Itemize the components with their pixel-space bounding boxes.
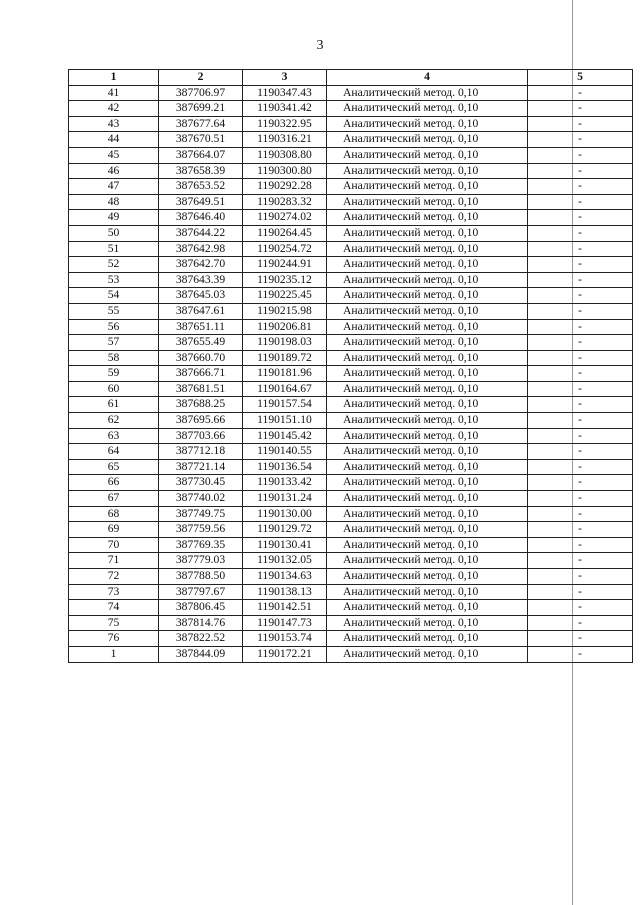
method-cell: Аналитический метод. 0,10 <box>327 272 528 288</box>
column5-cell: - <box>528 147 633 163</box>
method-cell: Аналитический метод. 0,10 <box>327 413 528 429</box>
column5-cell: - <box>528 600 633 616</box>
table-row <box>69 101 633 117</box>
column5-cell: - <box>528 631 633 647</box>
column5-cell: - <box>528 116 633 132</box>
table-row <box>69 522 633 538</box>
column5-cell: - <box>528 444 633 460</box>
table-row <box>69 631 633 647</box>
column5-cell: - <box>528 225 633 241</box>
x-coordinate-cell: 387655.49 <box>159 335 243 351</box>
column5-cell: - <box>528 506 633 522</box>
point-number-cell: 66 <box>69 475 159 491</box>
y-coordinate-cell: 1190341.42 <box>243 101 327 117</box>
table-header-row <box>69 70 633 86</box>
table-row <box>69 537 633 553</box>
table-row <box>69 366 633 382</box>
column5-cell: - <box>528 522 633 538</box>
method-cell: Аналитический метод. 0,10 <box>327 303 528 319</box>
method-cell: Аналитический метод. 0,10 <box>327 147 528 163</box>
y-coordinate-cell: 1190138.13 <box>243 584 327 600</box>
table-row <box>69 257 633 273</box>
point-number-cell: 43 <box>69 116 159 132</box>
x-coordinate-cell: 387666.71 <box>159 366 243 382</box>
y-coordinate-cell: 1190181.96 <box>243 366 327 382</box>
point-number-cell: 50 <box>69 225 159 241</box>
y-coordinate-cell: 1190283.32 <box>243 194 327 210</box>
y-coordinate-cell: 1190136.54 <box>243 459 327 475</box>
y-coordinate-cell: 1190132.05 <box>243 553 327 569</box>
column5-cell: - <box>528 491 633 507</box>
y-coordinate-cell: 1190153.74 <box>243 631 327 647</box>
y-coordinate-cell: 1190130.41 <box>243 537 327 553</box>
table-row <box>69 85 633 101</box>
x-coordinate-cell: 387769.35 <box>159 537 243 553</box>
table-row <box>69 272 633 288</box>
table-row <box>69 397 633 413</box>
method-cell: Аналитический метод. 0,10 <box>327 132 528 148</box>
x-coordinate-cell: 387730.45 <box>159 475 243 491</box>
y-coordinate-cell: 1190274.02 <box>243 210 327 226</box>
column5-cell: - <box>528 553 633 569</box>
x-coordinate-cell: 387712.18 <box>159 444 243 460</box>
table-row <box>69 475 633 491</box>
column5-cell: - <box>528 241 633 257</box>
table-row <box>69 147 633 163</box>
y-coordinate-cell: 1190189.72 <box>243 350 327 366</box>
y-coordinate-cell: 1190140.55 <box>243 444 327 460</box>
y-coordinate-cell: 1190322.95 <box>243 116 327 132</box>
table-row <box>69 132 633 148</box>
method-cell: Аналитический метод. 0,10 <box>327 116 528 132</box>
method-cell: Аналитический метод. 0,10 <box>327 366 528 382</box>
column5-cell: - <box>528 350 633 366</box>
y-coordinate-cell: 1190292.28 <box>243 179 327 195</box>
method-cell: Аналитический метод. 0,10 <box>327 397 528 413</box>
x-coordinate-cell: 387643.39 <box>159 272 243 288</box>
point-number-cell: 58 <box>69 350 159 366</box>
table-row <box>69 428 633 444</box>
column5-cell: - <box>528 101 633 117</box>
table-row <box>69 210 633 226</box>
column5-cell: - <box>528 319 633 335</box>
point-number-cell: 41 <box>69 85 159 101</box>
point-number-cell: 47 <box>69 179 159 195</box>
method-cell: Аналитический метод. 0,10 <box>327 257 528 273</box>
column5-cell: - <box>528 257 633 273</box>
table-row <box>69 600 633 616</box>
method-cell: Аналитический метод. 0,10 <box>327 335 528 351</box>
column5-cell: - <box>528 272 633 288</box>
x-coordinate-cell: 387797.67 <box>159 584 243 600</box>
method-cell: Аналитический метод. 0,10 <box>327 85 528 101</box>
method-cell: Аналитический метод. 0,10 <box>327 101 528 117</box>
point-number-cell: 76 <box>69 631 159 647</box>
column5-cell: - <box>528 194 633 210</box>
table-row <box>69 491 633 507</box>
table-row <box>69 319 633 335</box>
x-coordinate-cell: 387699.21 <box>159 101 243 117</box>
x-coordinate-cell: 387695.66 <box>159 413 243 429</box>
column5-cell: - <box>528 163 633 179</box>
method-cell: Аналитический метод. 0,10 <box>327 241 528 257</box>
column5-cell: - <box>528 615 633 631</box>
method-cell: Аналитический метод. 0,10 <box>327 163 528 179</box>
point-number-cell: 65 <box>69 459 159 475</box>
x-coordinate-cell: 387677.64 <box>159 116 243 132</box>
point-number-cell: 42 <box>69 101 159 117</box>
x-coordinate-cell: 387703.66 <box>159 428 243 444</box>
column5-cell: - <box>528 475 633 491</box>
x-coordinate-cell: 387721.14 <box>159 459 243 475</box>
table-row <box>69 194 633 210</box>
x-coordinate-cell: 387670.51 <box>159 132 243 148</box>
y-coordinate-cell: 1190129.72 <box>243 522 327 538</box>
point-number-cell: 51 <box>69 241 159 257</box>
table-row <box>69 615 633 631</box>
table-row <box>69 303 633 319</box>
method-cell: Аналитический метод. 0,10 <box>327 646 528 662</box>
header-cell-4: 4 <box>327 70 528 86</box>
method-cell: Аналитический метод. 0,10 <box>327 381 528 397</box>
x-coordinate-cell: 387788.50 <box>159 569 243 585</box>
table-row <box>69 381 633 397</box>
method-cell: Аналитический метод. 0,10 <box>327 584 528 600</box>
column5-cell: - <box>528 132 633 148</box>
header-cell-5: 5 <box>528 70 633 86</box>
point-number-cell: 74 <box>69 600 159 616</box>
method-cell: Аналитический метод. 0,10 <box>327 491 528 507</box>
x-coordinate-cell: 387651.11 <box>159 319 243 335</box>
y-coordinate-cell: 1190131.24 <box>243 491 327 507</box>
x-coordinate-cell: 387749.75 <box>159 506 243 522</box>
column5-cell: - <box>528 210 633 226</box>
x-coordinate-cell: 387649.51 <box>159 194 243 210</box>
point-number-cell: 63 <box>69 428 159 444</box>
x-coordinate-cell: 387814.76 <box>159 615 243 631</box>
y-coordinate-cell: 1190198.03 <box>243 335 327 351</box>
point-number-cell: 71 <box>69 553 159 569</box>
method-cell: Аналитический метод. 0,10 <box>327 631 528 647</box>
method-cell: Аналитический метод. 0,10 <box>327 350 528 366</box>
point-number-cell: 61 <box>69 397 159 413</box>
point-number-cell: 52 <box>69 257 159 273</box>
method-cell: Аналитический метод. 0,10 <box>327 615 528 631</box>
table-row <box>69 444 633 460</box>
x-coordinate-cell: 387688.25 <box>159 397 243 413</box>
point-number-cell: 59 <box>69 366 159 382</box>
column5-cell: - <box>528 179 633 195</box>
method-cell: Аналитический метод. 0,10 <box>327 600 528 616</box>
method-cell: Аналитический метод. 0,10 <box>327 225 528 241</box>
table-row <box>69 163 633 179</box>
y-coordinate-cell: 1190264.45 <box>243 225 327 241</box>
method-cell: Аналитический метод. 0,10 <box>327 475 528 491</box>
point-number-cell: 55 <box>69 303 159 319</box>
column5-cell: - <box>528 303 633 319</box>
column5-cell: - <box>528 646 633 662</box>
method-cell: Аналитический метод. 0,10 <box>327 319 528 335</box>
method-cell: Аналитический метод. 0,10 <box>327 428 528 444</box>
point-number-cell: 60 <box>69 381 159 397</box>
point-number-cell: 48 <box>69 194 159 210</box>
table-row <box>69 553 633 569</box>
column5-cell: - <box>528 584 633 600</box>
point-number-cell: 57 <box>69 335 159 351</box>
table-row <box>69 459 633 475</box>
table-row <box>69 288 633 304</box>
x-coordinate-cell: 387806.45 <box>159 600 243 616</box>
table-row <box>69 179 633 195</box>
point-number-cell: 46 <box>69 163 159 179</box>
y-coordinate-cell: 1190225.45 <box>243 288 327 304</box>
y-coordinate-cell: 1190215.98 <box>243 303 327 319</box>
point-number-cell: 56 <box>69 319 159 335</box>
method-cell: Аналитический метод. 0,10 <box>327 288 528 304</box>
x-coordinate-cell: 387658.39 <box>159 163 243 179</box>
y-coordinate-cell: 1190145.42 <box>243 428 327 444</box>
point-number-cell: 75 <box>69 615 159 631</box>
y-coordinate-cell: 1190134.63 <box>243 569 327 585</box>
table-row <box>69 413 633 429</box>
y-coordinate-cell: 1190254.72 <box>243 241 327 257</box>
table-row <box>69 225 633 241</box>
x-coordinate-cell: 387759.56 <box>159 522 243 538</box>
table-row <box>69 116 633 132</box>
table-row <box>69 584 633 600</box>
x-coordinate-cell: 387647.61 <box>159 303 243 319</box>
method-cell: Аналитический метод. 0,10 <box>327 553 528 569</box>
method-cell: Аналитический метод. 0,10 <box>327 522 528 538</box>
y-coordinate-cell: 1190235.12 <box>243 272 327 288</box>
point-number-cell: 67 <box>69 491 159 507</box>
column5-cell: - <box>528 288 633 304</box>
y-coordinate-cell: 1190244.91 <box>243 257 327 273</box>
point-number-cell: 70 <box>69 537 159 553</box>
column5-cell: - <box>528 459 633 475</box>
column5-cell: - <box>528 381 633 397</box>
column5-cell: - <box>528 397 633 413</box>
method-cell: Аналитический метод. 0,10 <box>327 444 528 460</box>
y-coordinate-cell: 1190347.43 <box>243 85 327 101</box>
x-coordinate-cell: 387653.52 <box>159 179 243 195</box>
column5-cell: - <box>528 413 633 429</box>
point-number-cell: 49 <box>69 210 159 226</box>
y-coordinate-cell: 1190151.10 <box>243 413 327 429</box>
y-coordinate-cell: 1190133.42 <box>243 475 327 491</box>
column5-cell: - <box>528 569 633 585</box>
method-cell: Аналитический метод. 0,10 <box>327 537 528 553</box>
x-coordinate-cell: 387779.03 <box>159 553 243 569</box>
header-cell-2: 2 <box>159 70 243 86</box>
x-coordinate-cell: 387642.98 <box>159 241 243 257</box>
column5-cell: - <box>528 537 633 553</box>
table-row <box>69 335 633 351</box>
method-cell: Аналитический метод. 0,10 <box>327 194 528 210</box>
page-number: 3 <box>316 38 324 53</box>
y-coordinate-cell: 1190142.51 <box>243 600 327 616</box>
point-number-cell: 53 <box>69 272 159 288</box>
column5-cell: - <box>528 428 633 444</box>
y-coordinate-cell: 1190300.80 <box>243 163 327 179</box>
y-coordinate-cell: 1190164.67 <box>243 381 327 397</box>
y-coordinate-cell: 1190316.21 <box>243 132 327 148</box>
method-cell: Аналитический метод. 0,10 <box>327 459 528 475</box>
y-coordinate-cell: 1190130.00 <box>243 506 327 522</box>
method-cell: Аналитический метод. 0,10 <box>327 179 528 195</box>
x-coordinate-cell: 387645.03 <box>159 288 243 304</box>
point-number-cell: 69 <box>69 522 159 538</box>
point-number-cell: 72 <box>69 569 159 585</box>
header-cell-1: 1 <box>69 70 159 86</box>
y-coordinate-cell: 1190206.81 <box>243 319 327 335</box>
point-number-cell: 73 <box>69 584 159 600</box>
column5-cell: - <box>528 366 633 382</box>
x-coordinate-cell: 387644.22 <box>159 225 243 241</box>
y-coordinate-cell: 1190308.80 <box>243 147 327 163</box>
x-coordinate-cell: 387681.51 <box>159 381 243 397</box>
x-coordinate-cell: 387844.09 <box>159 646 243 662</box>
coordinates-table <box>68 69 633 663</box>
x-coordinate-cell: 387642.70 <box>159 257 243 273</box>
column5-cell: - <box>528 335 633 351</box>
point-number-cell: 45 <box>69 147 159 163</box>
point-number-cell: 44 <box>69 132 159 148</box>
x-coordinate-cell: 387660.70 <box>159 350 243 366</box>
method-cell: Аналитический метод. 0,10 <box>327 506 528 522</box>
x-coordinate-cell: 387664.07 <box>159 147 243 163</box>
point-number-cell: 1 <box>69 646 159 662</box>
table-row <box>69 569 633 585</box>
point-number-cell: 68 <box>69 506 159 522</box>
y-coordinate-cell: 1190172.21 <box>243 646 327 662</box>
x-coordinate-cell: 387706.97 <box>159 85 243 101</box>
table-row <box>69 350 633 366</box>
x-coordinate-cell: 387740.02 <box>159 491 243 507</box>
point-number-cell: 64 <box>69 444 159 460</box>
method-cell: Аналитический метод. 0,10 <box>327 210 528 226</box>
column5-cell: - <box>528 85 633 101</box>
y-coordinate-cell: 1190147.73 <box>243 615 327 631</box>
point-number-cell: 62 <box>69 413 159 429</box>
point-number-cell: 54 <box>69 288 159 304</box>
table-row <box>69 646 633 662</box>
x-coordinate-cell: 387646.40 <box>159 210 243 226</box>
method-cell: Аналитический метод. 0,10 <box>327 569 528 585</box>
x-coordinate-cell: 387822.52 <box>159 631 243 647</box>
table-row <box>69 506 633 522</box>
table-row <box>69 241 633 257</box>
y-coordinate-cell: 1190157.54 <box>243 397 327 413</box>
header-cell-3: 3 <box>243 70 327 86</box>
